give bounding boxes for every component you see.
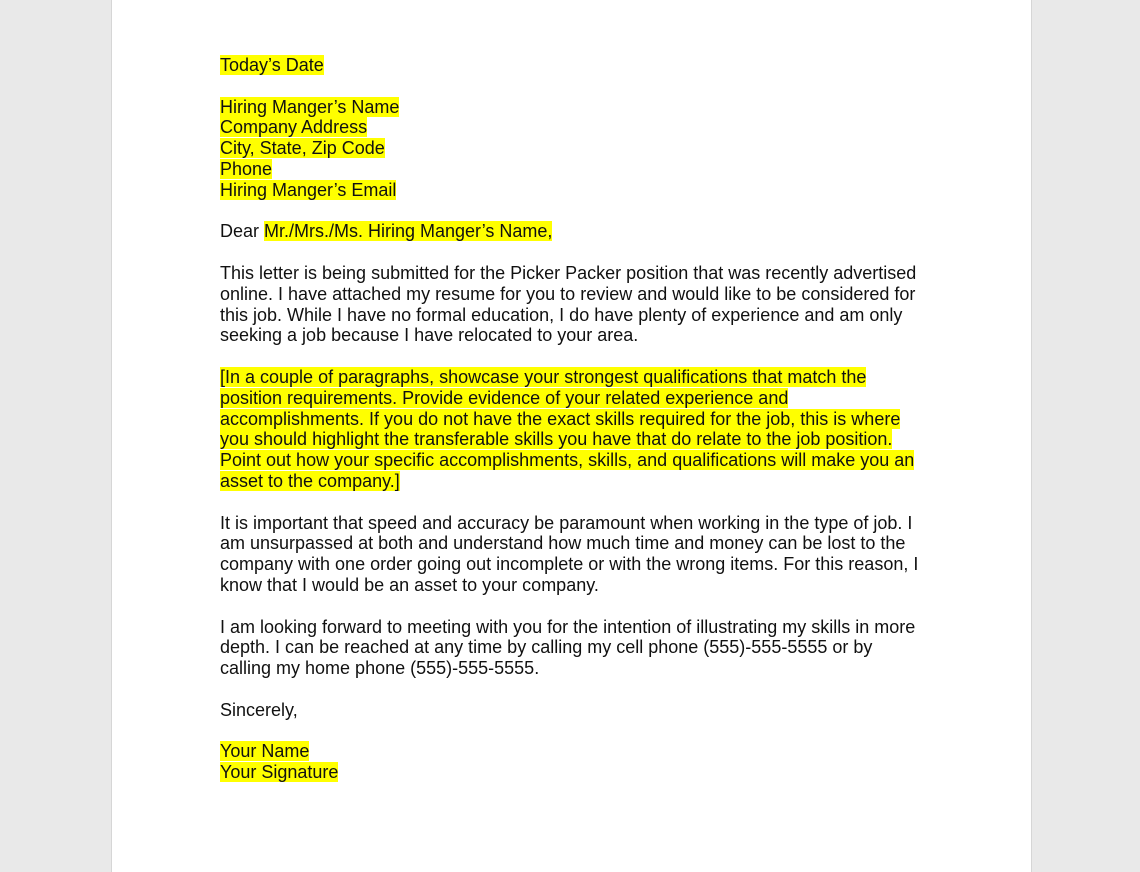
paragraph-line — [220, 409, 930, 430]
paragraph-line: It is important that speed and accuracy be paramount when working in the type of job. I — [220, 512, 913, 533]
placeholder-text: [In a couple of paragraphs, showcase your strongest qualifications that match the — [220, 366, 867, 387]
paragraph-line — [220, 471, 930, 492]
letter-content — [220, 55, 930, 783]
placeholder-text: Point out how your specific accomplishments, skills, and qualifications will make you an — [220, 450, 915, 471]
signature-line — [220, 741, 930, 762]
paragraph-line: depth. I can be reached at any time by calling my cell phone (555)-555-5555 or by — [220, 637, 873, 658]
recipient-line — [220, 117, 930, 138]
closing: Sincerely, — [220, 699, 298, 720]
placeholder-text: accomplishments. If you do not have the exact skills required for the job, this is where — [220, 408, 901, 429]
recipient-block — [220, 97, 930, 201]
paragraph-line: calling my home phone (555)-555-5555. — [220, 658, 540, 679]
paragraph-line: I am looking forward to meeting with you for the intention of illustrating my skills in more — [220, 616, 916, 637]
date-placeholder: Today’s Date — [220, 55, 324, 75]
placeholder-text: asset to the company.] — [220, 470, 400, 491]
recipient-email: Hiring Manger’s Email — [220, 179, 397, 200]
paragraph-3 — [220, 513, 930, 596]
recipient-address: Company Address — [220, 117, 368, 138]
signature-block — [220, 741, 930, 783]
paragraph-line: online. I have attached my resume for you to review and would like to be considered for — [220, 283, 916, 304]
recipient-line — [220, 138, 930, 159]
placeholder-text: position requirements. Provide evidence of your related experience and — [220, 387, 789, 408]
paragraph-4 — [220, 617, 930, 679]
paragraph-line: am unsurpassed at both and understand how much time and money can be lost to the — [220, 533, 906, 554]
recipient-line — [220, 180, 930, 201]
signature-line — [220, 762, 930, 783]
signature-name: Your Name — [220, 741, 310, 762]
recipient-line — [220, 159, 930, 180]
recipient-name: Hiring Manger’s Name — [220, 96, 400, 117]
signature-placeholder: Your Signature — [220, 762, 339, 783]
paragraph-2-placeholder — [220, 367, 930, 492]
paragraph-line — [220, 388, 930, 409]
paragraph-line: know that I would be an asset to your company. — [220, 574, 599, 595]
paragraph-line: this job. While I have no formal education, I do have plenty of experience and am only — [220, 304, 903, 325]
recipient-phone: Phone — [220, 158, 273, 179]
salutation-name: Mr./Mrs./Ms. Hiring Manger’s Name, — [264, 221, 553, 242]
paragraph-line: This letter is being submitted for the Picker Packer position that was recently advertised — [220, 262, 917, 283]
date-line — [220, 55, 930, 76]
salutation — [220, 221, 930, 242]
paragraph-line: company with one order going out incomplete or with the wrong items. For this reason, I — [220, 554, 919, 575]
salutation-prefix: Dear — [220, 221, 265, 242]
letter-page — [111, 0, 1032, 872]
paragraph-line — [220, 429, 930, 450]
paragraph-line — [220, 367, 930, 388]
paragraph-1 — [220, 263, 930, 346]
paragraph-line: seeking a job because I have relocated to your area. — [220, 325, 639, 346]
placeholder-text: you should highlight the transferable skills you have that do relate to the job position. — [220, 429, 893, 450]
recipient-line — [220, 97, 930, 118]
paragraph-line — [220, 450, 930, 471]
recipient-city: City, State, Zip Code — [220, 138, 385, 159]
